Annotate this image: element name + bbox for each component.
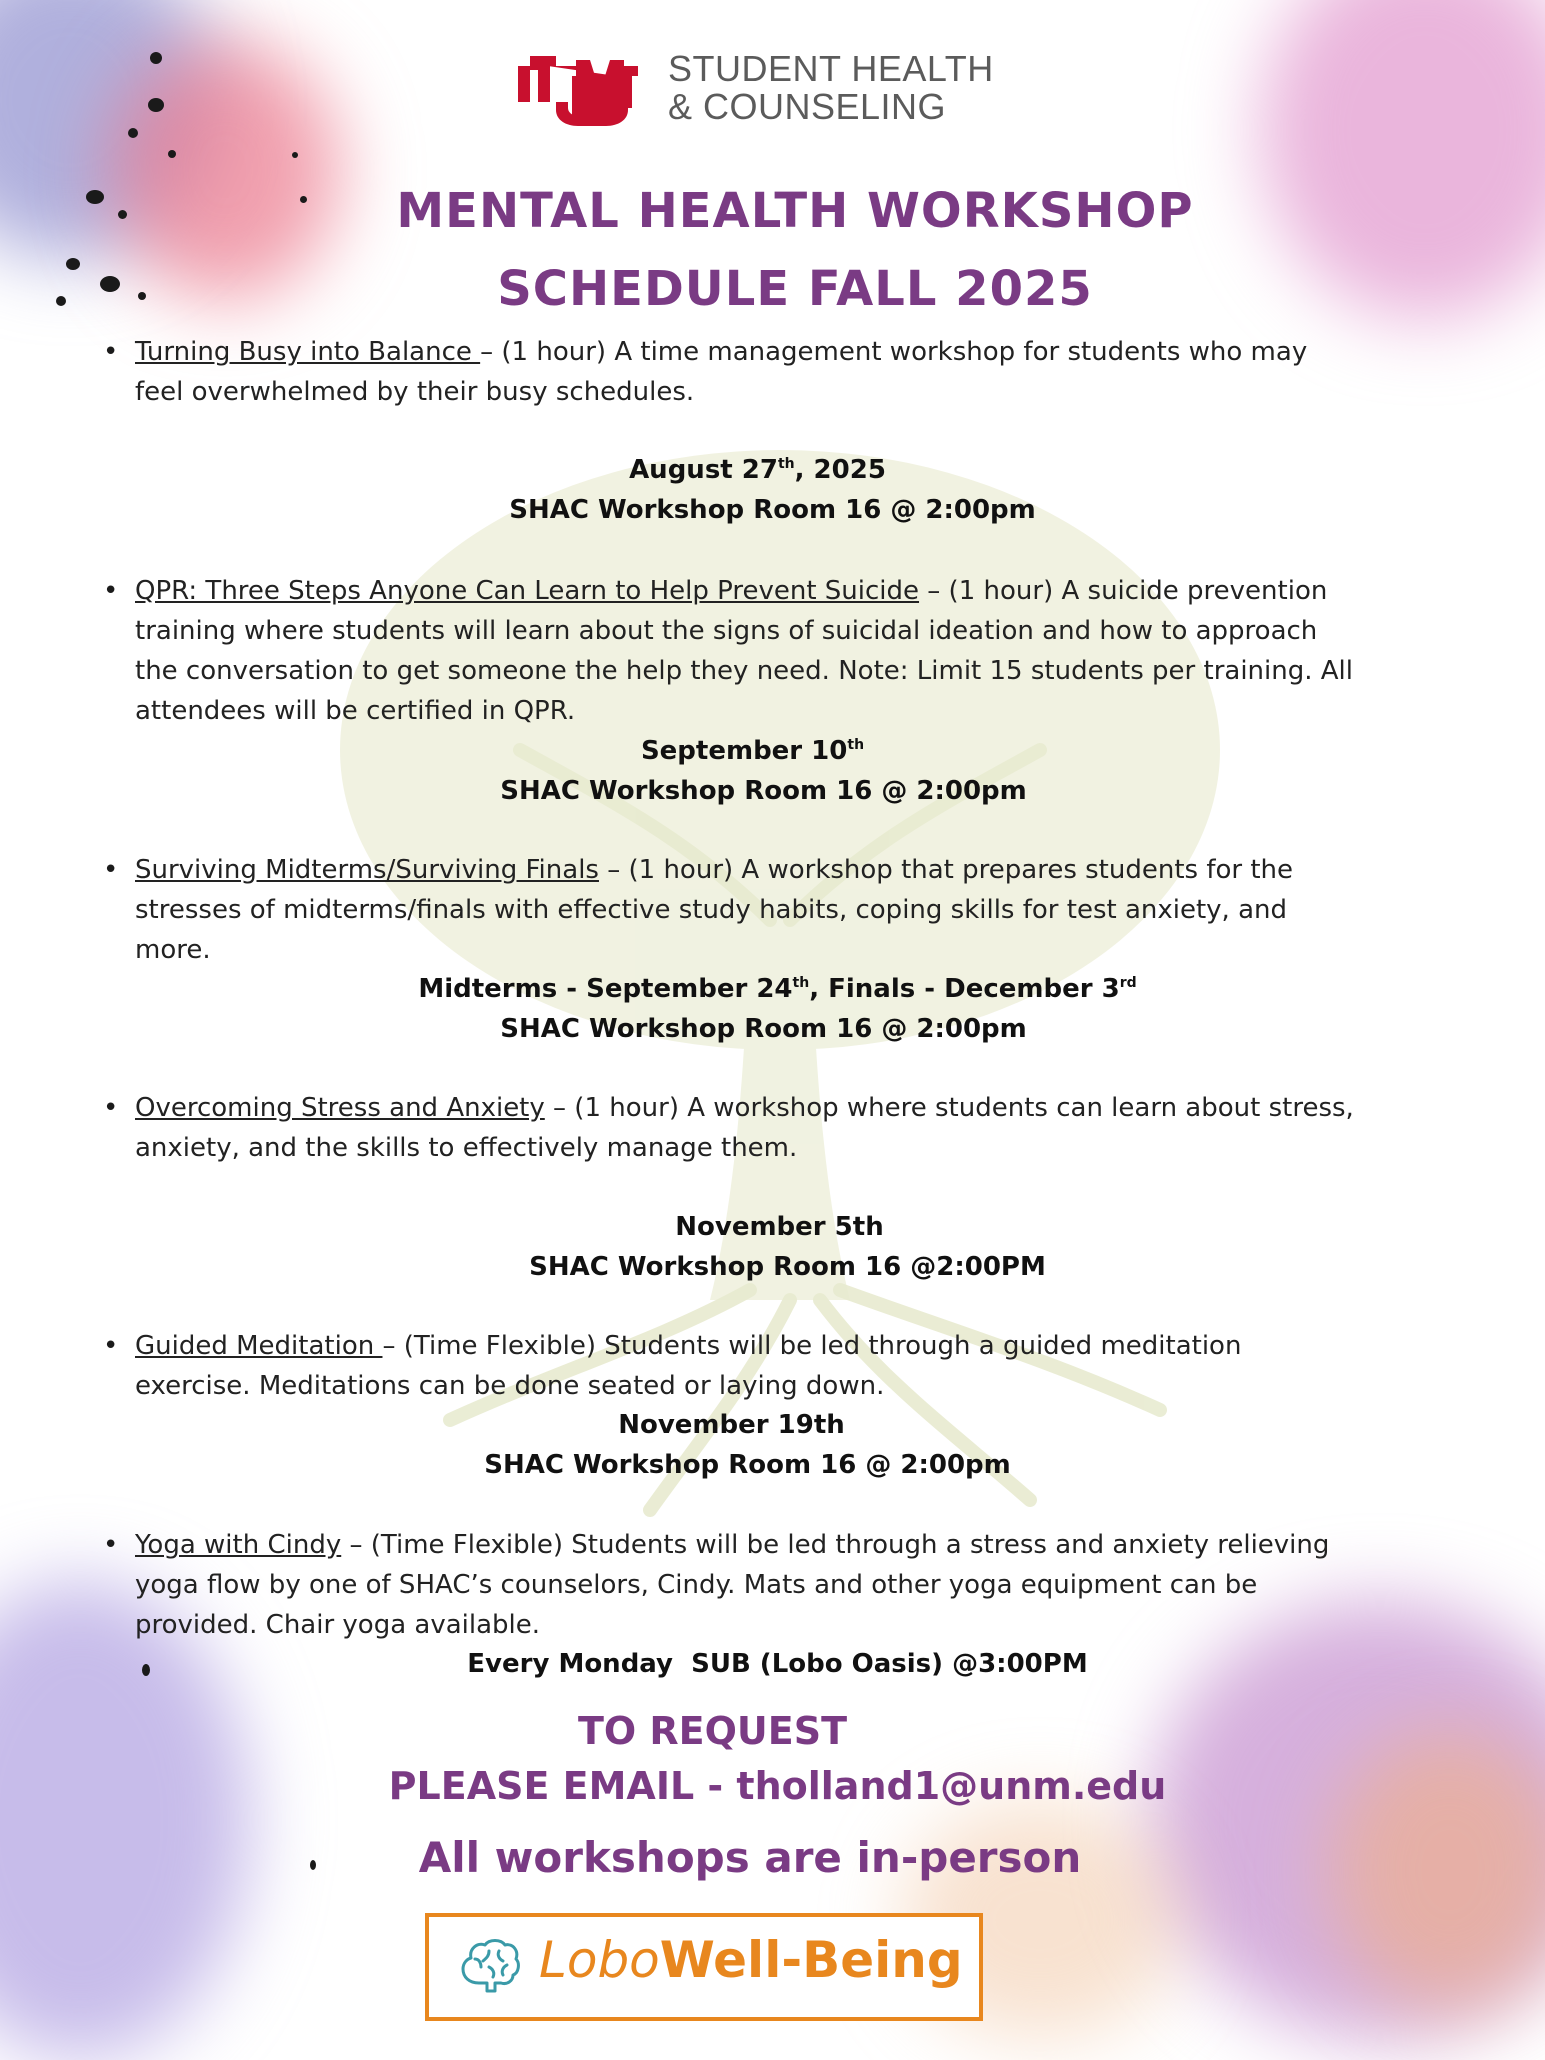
workshop-5-desc-line1: – (Time Flexible) Students will be led through a guided meditation [382,1331,1242,1361]
lobo-well-being-logo [425,1913,983,2021]
date-year: , 2025 [794,455,886,485]
workshop-3-location: SHAC Workshop Room 16 @ 2:00pm [500,1014,1027,1044]
workshop-5-desc-line2: exercise. Meditations can be done seated or laying down. [135,1371,885,1401]
lobo-word: Lobo [539,1931,660,1989]
ink-splatter-dot [150,52,162,64]
page-title [270,172,1320,328]
workshop-6-name: Yoga with Cindy [135,1530,342,1560]
workshop-6-desc-line1: – (Time Flexible) Students will be led through a stress and anxiety relieving [341,1530,1330,1560]
workshop-2-desc-line1: – (1 hour) A suicide prevention [919,576,1328,606]
date-suffix: th [792,975,810,991]
logo-text-line2: & COUNSELING [668,86,947,127]
workshop-3-dates [5,969,1545,1009]
date-suffix: th [847,737,865,753]
workshop-6-description [135,1525,1520,1645]
workshop-3-desc-line1: – (1 hour) A workshop that prepares students for the [598,855,1294,885]
ink-splatter-dot [138,292,146,300]
workshop-3-description [135,850,1520,970]
bullet-marker: • [103,1331,119,1361]
workshop-2-location: SHAC Workshop Room 16 @ 2:00pm [500,776,1027,806]
brain-icon [459,1937,521,1993]
workshop-3-name: Surviving Midterms/Surviving Finals [135,855,599,885]
shac-logo-text [668,50,994,126]
workshop-3-desc-line3: more. [135,935,211,965]
workshop-2-desc-line4: attendees will be certified in QPR. [135,696,576,726]
ink-splatter-dot [128,128,138,138]
workshop-3-desc-line2: stresses of midterms/finals with effective study habits, coping skills for test anxiety, and [135,895,1287,925]
workshop-5-description [135,1326,1520,1406]
workshop-4-name: Overcoming Stress and Anxiety [135,1093,545,1123]
bullet-marker: • [103,1530,119,1560]
workshop-1-desc-line2: feel overwhelmed by their busy schedules. [135,377,695,407]
lobo-well-being-text [539,1925,963,1995]
date-suffix: th [777,456,795,472]
date-suffix: rd [1119,975,1137,991]
cta-request: TO REQUEST [577,1709,848,1753]
workshop-1-name: Turning Busy into Balance [135,337,481,367]
workshop-4-location: SHAC Workshop Room 16 @2:00PM [529,1252,1046,1282]
workshop-1-location: SHAC Workshop Room 16 @ 2:00pm [509,495,1036,525]
workshop-6-desc-line3: provided. Chair yoga available. [135,1610,541,1640]
ink-splatter-dot [100,276,120,292]
logo-text-line1: STUDENT HEALTH [668,48,994,89]
ink-splatter-dot [66,258,80,270]
unm-logo-icon [516,46,640,126]
ink-splatter-dot [86,190,104,204]
ink-splatter-dot [168,150,176,158]
workshop-5-location: SHAC Workshop Room 16 @ 2:00pm [484,1450,1011,1480]
workshop-1-date [0,450,1530,490]
bullet-marker: • [103,337,119,367]
ink-splatter-dot [292,152,298,158]
workshop-2-description [135,571,1520,731]
shac-header-logo [516,46,1036,126]
workshop-2-name: QPR: Three Steps Anyone Can Learn to Help Prevent Suicide [135,576,920,606]
ink-splatter-dot [148,98,164,112]
ink-splatter-dot [118,210,127,219]
workshop-2-desc-line2: training where students will learn about the signs of suicidal ideation and how to approach [135,616,1318,646]
workshop-6-schedule: Every Monday SUB (Lobo Oasis) @3:00PM [467,1649,1088,1679]
title-line1: MENTAL HEALTH WORKSHOP [396,183,1194,239]
ink-splatter-dot [56,296,66,306]
workshop-1-desc-line1: – (1 hour) A time management workshop for students who may [480,337,1308,367]
well-being-word: Well-Being [659,1931,963,1989]
bullet-marker: • [103,576,119,606]
workshop-4-desc-line2: anxiety, and the skills to effectively manage them. [135,1133,798,1163]
workshop-4-description [135,1088,1520,1168]
date-text: September 10 [640,736,848,766]
workshop-5-name: Guided Meditation [135,1331,383,1361]
bullet-marker: • [103,1093,119,1123]
workshop-2-date [0,731,1525,771]
bullet-marker: • [103,855,119,885]
workshop-4-date: November 5th [675,1212,884,1242]
midterms-date: Midterms - September 24 [418,974,793,1004]
workshop-6-desc-line2: yoga flow by one of SHAC’s counselors, Cindy. Mats and other yoga equipment can be [135,1570,1258,1600]
workshop-1-description [135,332,1520,412]
title-line2: SCHEDULE FALL 2025 [497,261,1093,317]
date-text: August 27 [629,455,778,485]
cta-in-person: All workshops are in-person [418,1833,1082,1882]
workshop-4-desc-line1: – (1 hour) A workshop where students can learn about stress, [544,1093,1354,1123]
finals-date: , Finals - December 3 [809,974,1120,1004]
cta-email: PLEASE EMAIL - tholland1@unm.edu [388,1764,1167,1808]
workshop-2-desc-line3: the conversation to get someone the help they need. Note: Limit 15 students per training. All [135,656,1353,686]
workshop-5-date: November 19th [618,1410,845,1440]
